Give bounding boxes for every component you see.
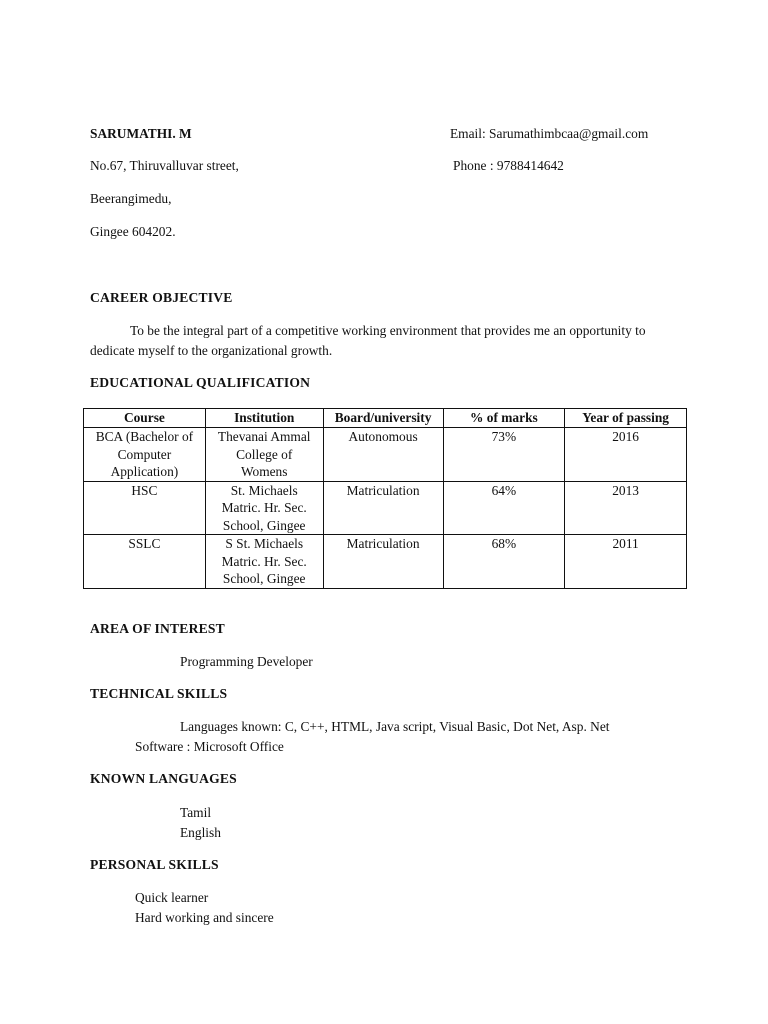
table-row — [84, 535, 687, 589]
education-table — [83, 408, 687, 589]
cell-course-line: HSC — [131, 482, 158, 498]
list-item: English — [180, 825, 221, 840]
address-line-1: No.67, Thiruvalluvar street, — [90, 158, 239, 173]
cell-institution-line: Matric. Hr. Sec. — [221, 500, 307, 515]
education-heading: EDUCATIONAL QUALIFICATION — [90, 375, 311, 390]
cell-institution-line: School, Gingee — [222, 517, 306, 533]
cell-course — [84, 428, 206, 482]
candidate-name: SARUMATHI. M — [90, 126, 192, 141]
list-item: Quick learner — [135, 890, 209, 905]
technical-skills-heading: TECHNICAL SKILLS — [90, 686, 228, 701]
area-of-interest-heading: AREA OF INTEREST — [90, 621, 225, 636]
cell-institution-line: Thevanai Ammal — [217, 429, 311, 444]
list-item: Hard working and sincere — [135, 910, 274, 925]
cell-institution-line: Womens — [240, 464, 288, 479]
address-line-3: Gingee 604202. — [90, 224, 176, 239]
cell-year: 2016 — [565, 428, 687, 482]
cell-institution — [205, 481, 323, 535]
email-text: Email: Sarumathimbcaa@gmail.com — [450, 126, 649, 141]
cell-course-line: SSLC — [128, 536, 161, 551]
list-item: Tamil — [180, 805, 212, 820]
cell-institution-line: St. Michaels — [230, 482, 298, 498]
languages-known-text: Languages known: C, C++, HTML, Java script, Visual Basic, Dot Net, Asp. Net — [180, 719, 610, 734]
education-table-header-row — [84, 409, 687, 428]
career-objective-heading: CAREER OBJECTIVE — [90, 290, 233, 305]
cell-institution-line: Matric. Hr. Sec. — [221, 553, 307, 569]
cell-year: 2011 — [565, 535, 687, 589]
cell-course — [84, 535, 206, 589]
cell-course — [84, 481, 206, 535]
table-row — [84, 481, 687, 535]
cell-marks: 64% — [443, 481, 565, 535]
cell-course-line: Computer — [117, 446, 172, 462]
cell-institution-line: School, Gingee — [222, 571, 306, 586]
cell-institution-line: College of — [236, 446, 293, 462]
column-header-year: Year of passing — [565, 409, 687, 428]
column-header-board: Board/university — [323, 409, 443, 428]
cell-board: Autonomous — [323, 428, 443, 482]
area-of-interest-item: Programming Developer — [180, 654, 313, 669]
cell-institution — [205, 428, 323, 482]
column-header-institution: Institution — [205, 409, 323, 428]
cell-institution — [205, 535, 323, 589]
address-line-2: Beerangimedu, — [90, 191, 172, 206]
career-objective-line-2: dedicate myself to the organizational growth. — [90, 343, 333, 358]
phone-text: Phone : 9788414642 — [453, 158, 564, 173]
column-header-marks: % of marks — [443, 409, 565, 428]
cell-marks: 73% — [443, 428, 565, 482]
cell-year: 2013 — [565, 481, 687, 535]
column-header-course: Course — [84, 409, 206, 428]
cell-course-line: Application) — [110, 464, 179, 479]
cell-board: Matriculation — [323, 535, 443, 589]
personal-skills-heading: PERSONAL SKILLS — [90, 857, 219, 872]
cell-board: Matriculation — [323, 481, 443, 535]
cell-course-line: BCA (Bachelor of — [95, 429, 194, 444]
career-objective-line-1: To be the integral part of a competitive working environment that provides me an opportunity to — [130, 323, 646, 338]
known-languages-heading: KNOWN LANGUAGES — [90, 771, 237, 786]
cell-marks: 68% — [443, 535, 565, 589]
table-row — [84, 428, 687, 482]
software-text: Software : Microsoft Office — [135, 739, 284, 754]
cell-institution-line: S St. Michaels — [225, 536, 304, 551]
